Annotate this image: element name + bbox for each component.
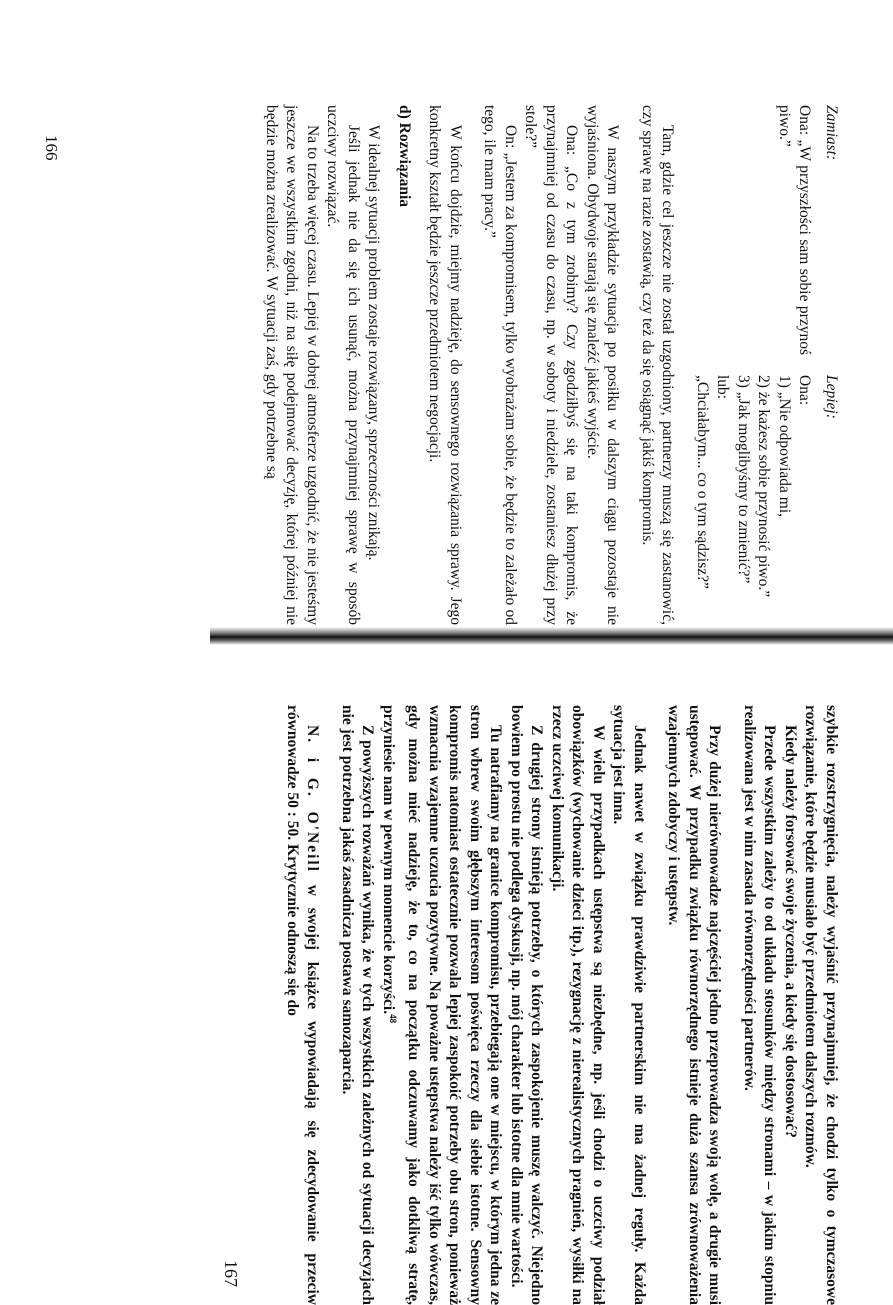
paragraph: Tam, gdzie cel jeszcze nie został uzgodniony, partnerzy muszą się zastanowić, czy sprawę na razie zostawią, czy też da się osiągnąć jakiś kompromis.: [639, 105, 677, 625]
paragraph: Jednak nawet w związku prawdziwie partnerskim nie ma żadnej reguły. Każda sytuacja jest inna.: [610, 705, 648, 1305]
page-number: 166: [42, 135, 62, 161]
paragraph: Z drugiej strony istnieją potrzeby, o których zaspokojenie muszę walczyć. Niejedno bowiem po prostu nie podlega dyskusji, np. mój charakter lub istotne dla mnie wartości.: [508, 705, 546, 1305]
comparison-columns: [692, 105, 842, 625]
page-167: [51, 705, 841, 1305]
paragraph: On: „Jestem za kompromisem, tylko wyobrażam sobie, że będzie to zależało od tego, ile mam pracy.”: [481, 105, 519, 625]
column-better-line: „Chciałabym... co o tym sądzisz?”: [694, 375, 711, 589]
author-name: N. i G. O'Neill: [304, 725, 322, 873]
section-title: d) Rozwiązania: [396, 105, 413, 208]
paragraph: Przede wszystkim zależy to od układu stosunków między stronami – w jakim stopniu realizowana jest w nim zasada równorzędności partnerów.: [741, 705, 779, 1305]
paragraph: W idealnej sytuacji problem zostaje rozwiązany, sprzeczności znikają.: [365, 125, 383, 561]
paragraph: W końcu dojdzie, miejmy nadzieję, do sensownego rozwiązania sprawy. Jego konkretny kształt będzie jeszcze przedmiotem negocjacji.: [426, 105, 464, 625]
paragraph: [377, 705, 505, 1305]
column-better-line: 3) „Jak moglibyśmy to zmienić?”: [735, 375, 752, 584]
paragraph: Na to trzeba więcej czasu. Lepiej w dobrej atmosferze uzgodnić, że nie jesteśmy jeszcze we wszystkim zgodni, niż na siłę podejmować decyzję, której później nie będzie można zrealizować. W sytuacji zaś, gdy potrzebne są: [263, 105, 321, 625]
column-heading-better: Lepiej:: [823, 375, 840, 419]
paragraph: Z powyższych rozważań wynika, że w tych wszystkich zależnych od sytuacji decyzjach nie jest potrzebna jakaś zasadnicza postawa samozaparcia.: [338, 705, 377, 1305]
column-instead: [692, 105, 842, 355]
paragraph: W wielu przypadkach ustępstwa są niezbędne, np. jeśli chodzi o uczciwy podział obowiązków (wychowanie dzieci itp.), rezygnację z nierealistycznych pragnień, wysiłki na rzecz uczciwej komunikacji.: [549, 705, 607, 1305]
paragraph-text: Tu natrafiamy na granice kompromisu, przebiegają one w miejscu, w którym jedna ze stron wbrew swoim głębszym interesom poświęca rzeczy dla siebie istotne. Sensowny kompromis natomiast ostatecznie pozwala lepiej zaspokoić potrzeby obu stron, ponieważ wzmacnia wzajemne uczucia pozytywne. Na poważne ustępstwa należy iść tylko wówczas, gdy można mieć nadzieję, że to, co na początku odczuwamy jako dotkliwą stratę, przyniesie nam w pewnym momencie korzyści.: [379, 705, 505, 1305]
column-instead-text: Ona: „W przyszłości sam sobie przynoś piwo.”: [776, 105, 814, 355]
page-166: [42, 105, 841, 625]
book-gutter-shadow: [210, 627, 893, 645]
footnote-reference: 48: [388, 1014, 398, 1024]
paragraph: [281, 705, 322, 1305]
column-better: [692, 375, 842, 625]
column-better-line: lub:: [714, 375, 732, 400]
column-better-line: 1) „Nie odpowiada mi,: [776, 375, 793, 518]
paragraph: Jeśli jednak nie da się ich usunąć, można przynajmniej sprawę w sposób uczciwy rozwiązać.: [324, 105, 362, 625]
paragraph: Przy dużej nierównowadze najczęściej jedno przeprowadza swoją wolę, a drugie musi ustępować. W przypadku związku równorzędnego istnieje duża szansa zrównoważenia wzajemnych zdobyczy i ustępstw.: [665, 705, 724, 1305]
paragraph: Kiedy należy forsować swoje życzenia, a kiedy się dostosować?: [782, 725, 799, 1138]
paragraph: szybkie rozstrzygnięcia, należy wyjaśnić przynajmniej, że chodzi tylko o tymczasowe rozwiązanie, które będzie musiało być przedmiotem dalszych rozmów.: [802, 705, 840, 1305]
page-number: 167: [221, 1260, 241, 1287]
column-heading-instead: Zamiast:: [823, 105, 840, 161]
column-better-line: 2) że każesz sobie przynosić piwo.”: [755, 375, 773, 598]
paragraph: Ona: „Co z tym zrobimy? Czy zgodziłbyś się na taki kompromis, że przynajmniej od czasu do czasu, np. w soboty i niedziele, zostaniesz dłużej przy stole?”: [522, 105, 581, 625]
paragraph: W naszym przykładzie sytuacja po posiłku w dalszym ciągu pozostaje nie wyjaśniona. Obydwoje starają się znaleźć jakieś wyjście.: [584, 105, 622, 625]
column-better-line: Ona:: [796, 375, 814, 406]
paragraph-text: w swojej książce wypowiadają się zdecydowanie przeciw równowadze 50 : 50. Krytycznie odnoszą się do: [283, 705, 322, 1305]
